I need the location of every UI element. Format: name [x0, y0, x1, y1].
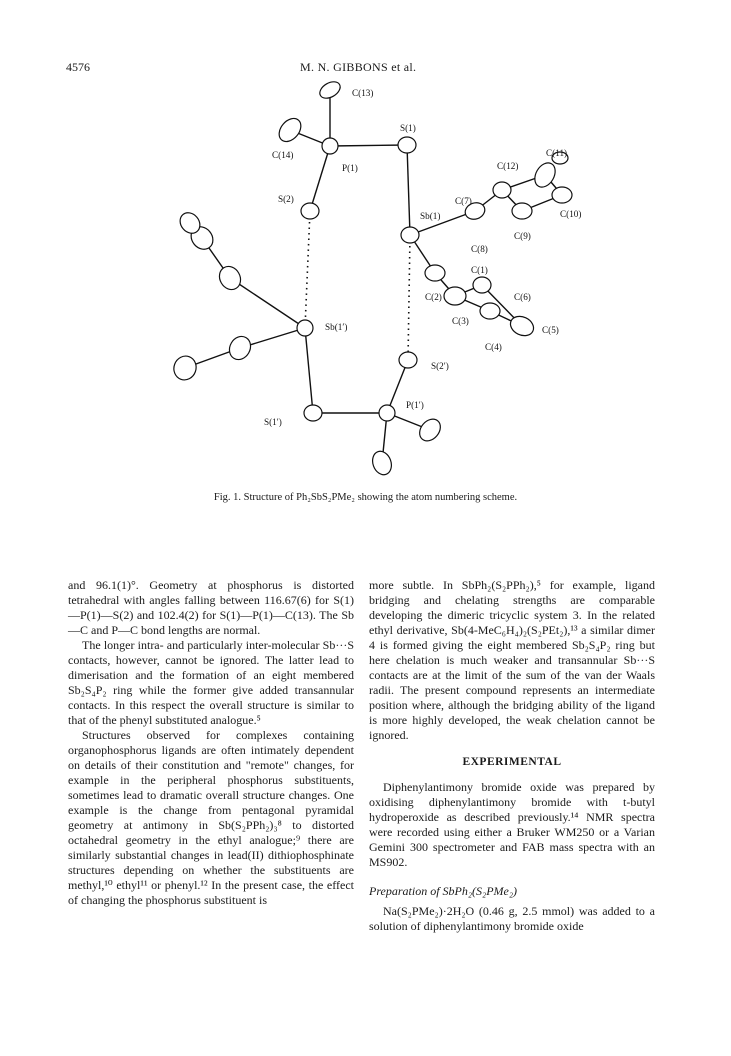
label-C13: C(13) — [352, 88, 374, 98]
paragraph: Diphenylantimony bromide oxide was prepared by oxidising diphenylantimony bromide with t-butyl hydroperoxide as described previously.¹⁴ NMR spectra were recorded using either a Bruker WM250 or a Varian Gemini 300 spectrometer and FAB mass spectra with an MS902. — [369, 780, 655, 869]
figure-caption: Fig. 1. Structure of Ph₂SbS₂PMe₂ showing the atom numbering scheme. — [213, 492, 518, 503]
ortep-diagram — [130, 78, 600, 483]
subsection-heading: Preparation of SbPh₂(S₂PMe₂) — [369, 884, 518, 898]
page-number: 4576 — [66, 60, 90, 74]
running-head: M. N. GIBBONS et al. — [300, 60, 417, 74]
paragraph: Na(S₂PMe₂)·2H₂O (0.46 g, 2.5 mmol) was added to a solution of diphenylantimony bromide oxide — [369, 904, 655, 933]
label-Sb1-prime: Sb(1′) — [325, 322, 348, 332]
label-C4: C(4) — [485, 342, 502, 352]
structure-figure — [130, 78, 600, 483]
label-C7: C(7) — [455, 196, 472, 206]
section-heading: EXPERIMENTAL — [462, 756, 562, 768]
label-C2: C(2) — [425, 292, 442, 302]
label-Sb1: Sb(1) — [420, 211, 441, 221]
label-C5: C(5) — [542, 325, 559, 335]
left-column — [68, 578, 354, 908]
paragraph: Structures observed for complexes containing organophosphorus ligands are often intimately dependent on details of their constitution and "remote" changes, for example in the peripheral phosphorus substituents, sometimes lead to dramatic overall structure changes. One example is the change from pentagonal pyramidal geometry at antimony in Sb(S₂PPh₂)₃⁸ to distorted octahedral geometry in the ethyl analogue;⁹ there are similarly substantial changes in lead(II) dithiophosphinate structures depending on whether the substituents are methyl,¹⁰ ethyl¹¹ or phenyl.¹² In the present case, the effect of changing the phosphorus substituent is — [68, 728, 354, 907]
label-C12: C(12) — [497, 161, 519, 171]
label-C14: C(14) — [272, 150, 294, 160]
label-S2: S(2) — [278, 194, 294, 204]
label-C9: C(9) — [514, 231, 531, 241]
label-S1-prime: S(1′) — [264, 417, 282, 427]
label-C1: C(1) — [471, 265, 488, 275]
label-C3: C(3) — [452, 316, 469, 326]
paragraph: more subtle. In SbPh₂(S₂PPh₂),⁵ for example, ligand bridging and chelating strengths are comparable developing the dimeric tricyclic system 3. In the related ethyl derivative, Sb(4-MeC₆H₄)₂(S₂PEt₂),¹³ a similar dimer 4 is formed giving the eight membered Sb₂S₄P₂ ring but here chelation is much weaker and transannular Sb···S contacts are at the limit of the sum of the van der Waals radii. The present compound represents an intermediate position where, although the bridging ability of the ligand is more highly developed, the weak chelation cannot be ignored. — [369, 578, 655, 742]
paragraph: and 96.1(1)°. Geometry at phosphorus is distorted tetrahedral with angles falling between 116.67(6) for S(1)—P(1)—S(2) and 102.4(2) for S(1)—P(1)—C(13). The Sb—C and P—C bond lengths are normal. — [68, 578, 354, 637]
label-C11: C(11) — [546, 148, 568, 158]
label-P1-prime: P(1′) — [406, 400, 424, 410]
label-C10: C(10) — [560, 209, 582, 219]
label-P1: P(1) — [342, 163, 358, 173]
paragraph: The longer intra- and particularly inter-molecular Sb···S contacts, however, cannot be ignored. The latter lead to dimerisation and the formation of an eight membered Sb₂S₄P₂ ring while the former give added transannular contacts. In this respect the overall structure is similar to that of the phenyl substituted analogue.⁵ — [68, 638, 354, 727]
label-S1: S(1) — [400, 123, 416, 133]
label-S2-prime: S(2′) — [431, 361, 449, 371]
label-C6: C(6) — [514, 292, 531, 302]
right-column — [369, 578, 655, 934]
label-C8: C(8) — [471, 244, 488, 254]
